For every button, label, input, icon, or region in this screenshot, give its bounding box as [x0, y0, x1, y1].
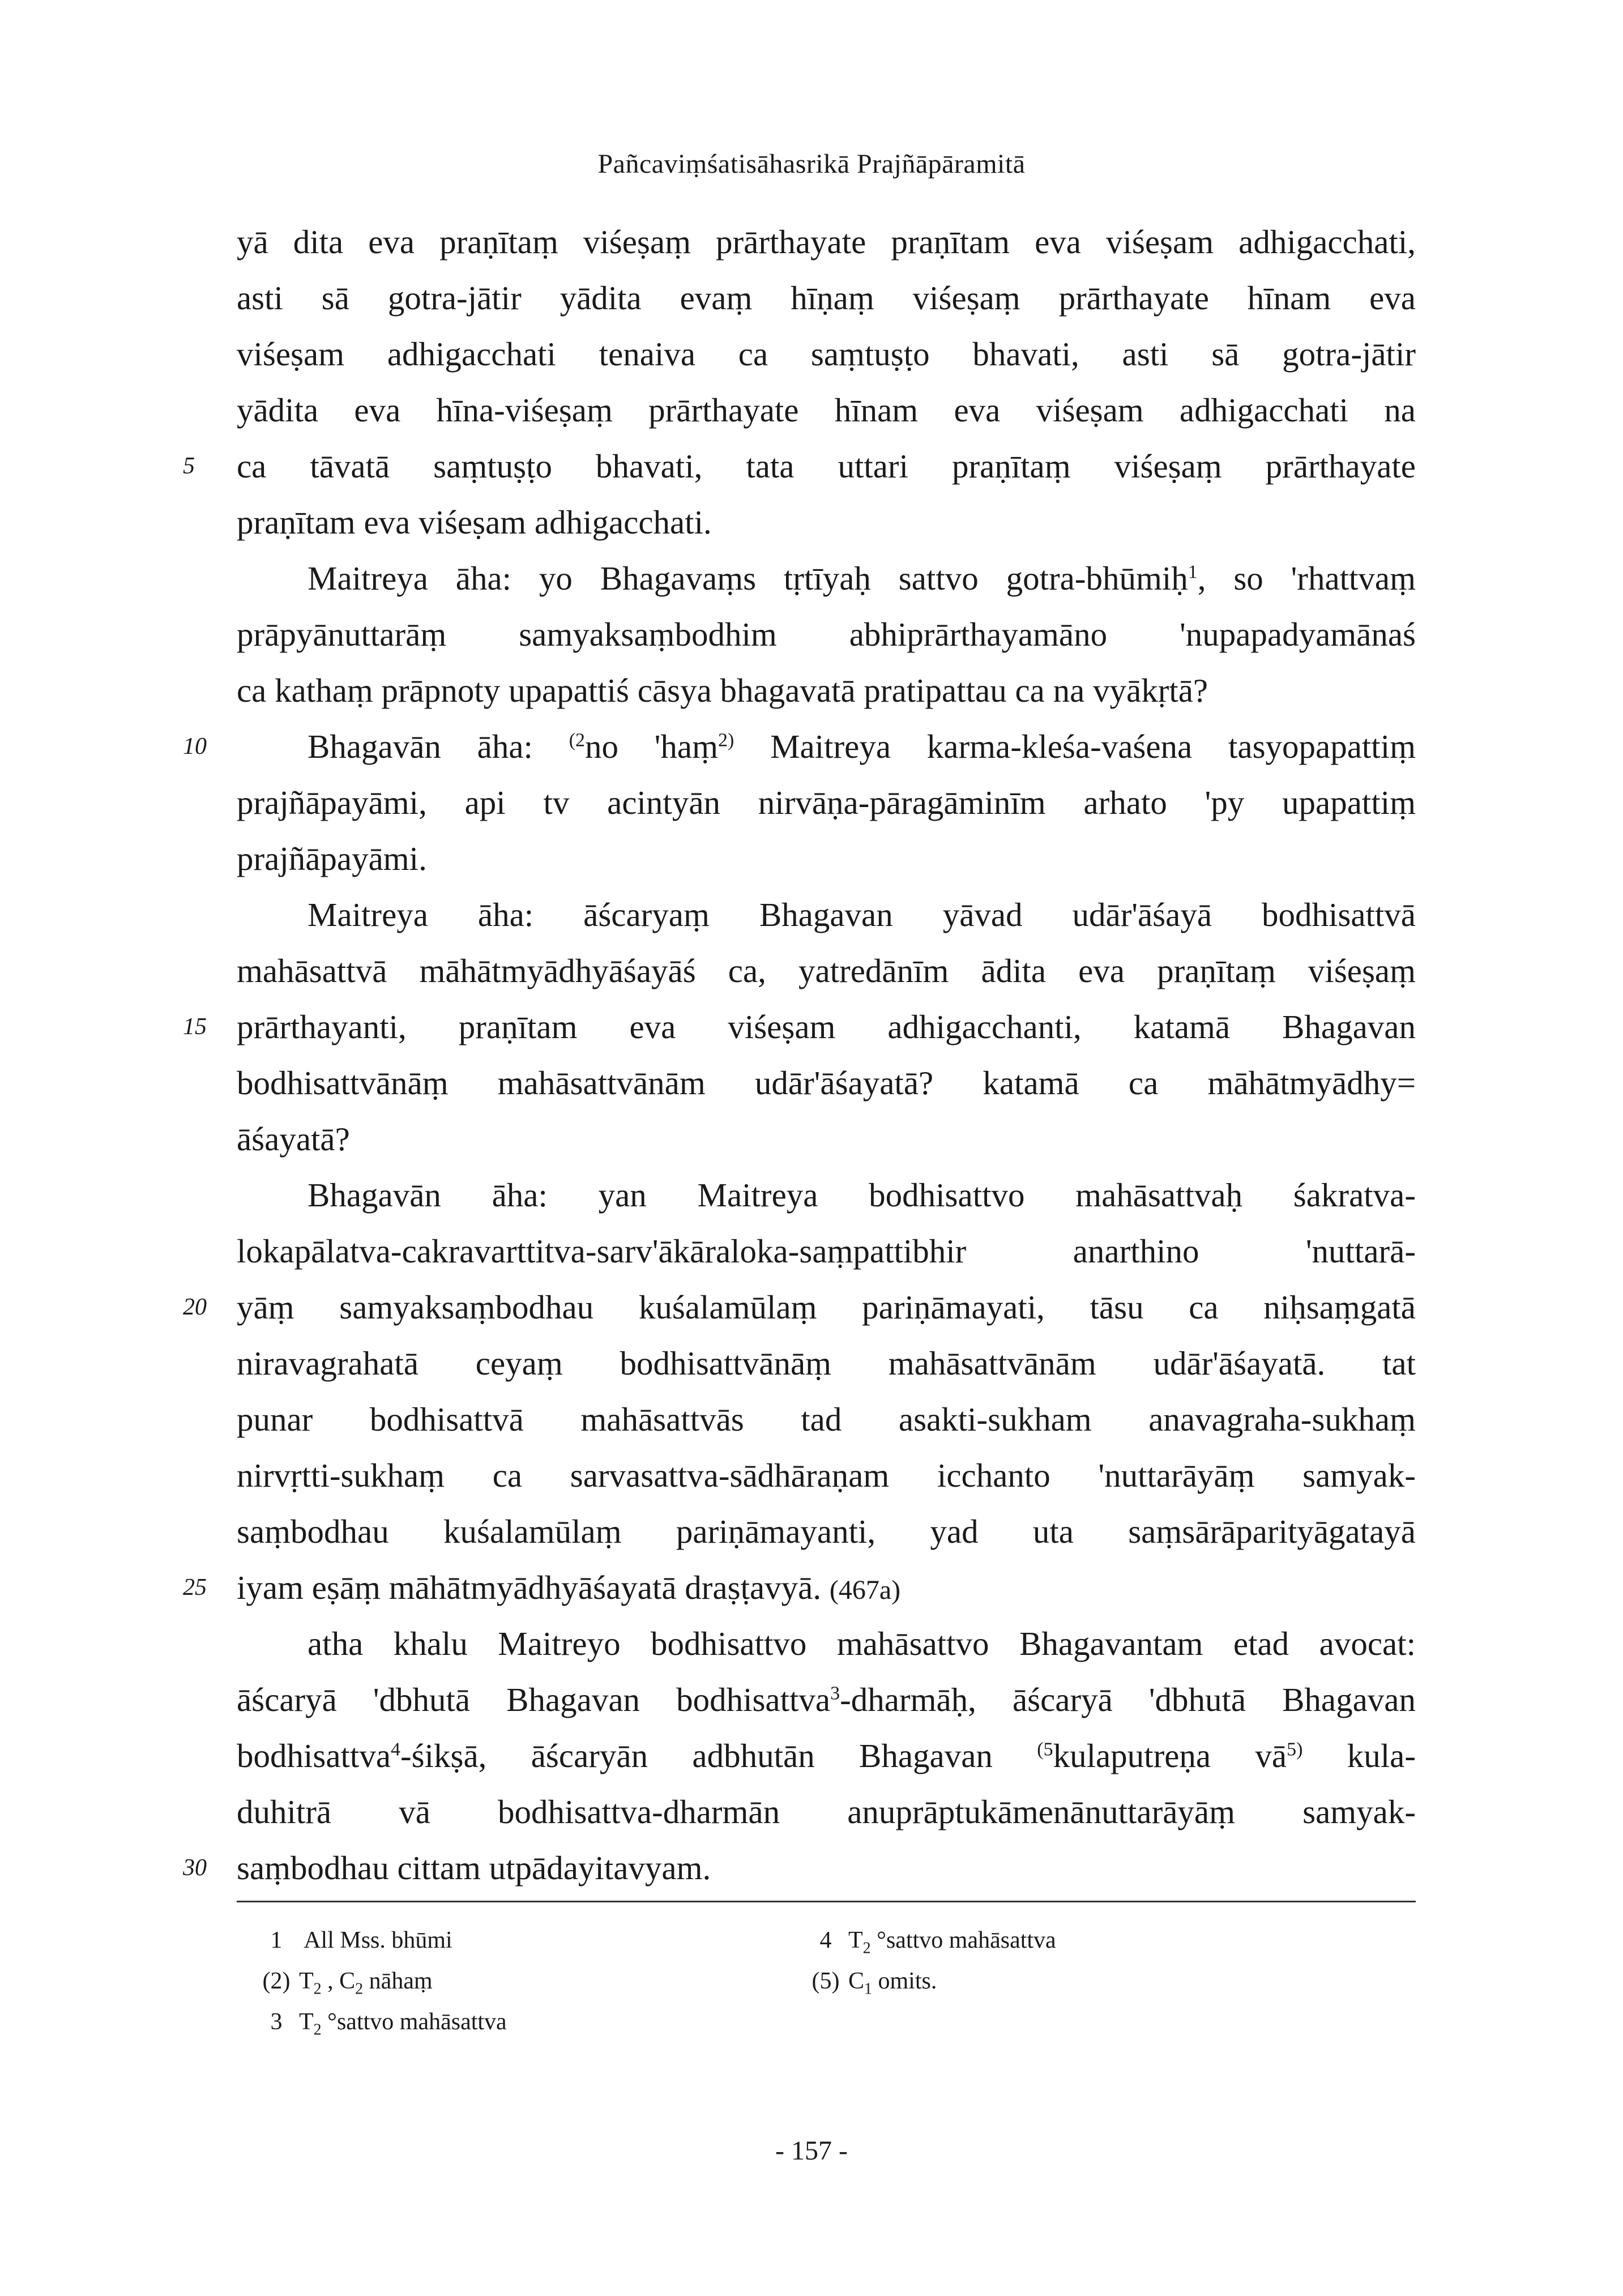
line-number: 25: [183, 1574, 207, 1601]
footnote-number: (2): [262, 1968, 291, 1994]
footnote-text: , C: [321, 1968, 356, 1994]
line-text: , so 'rhattvaṃ: [1197, 560, 1416, 597]
text-line: [237, 943, 1416, 999]
text-line: [237, 1728, 1416, 1784]
line-text: Maitreya karma-kleśa-vaśena tasyopapattiṃ: [734, 728, 1416, 765]
text-line: [183, 1279, 1416, 1335]
running-head: Pañcaviṃśatisāhasrikā Prajñāpāramitā: [597, 149, 1026, 179]
text-line: [237, 607, 1416, 663]
line-text: viśeṣam adhigacchati tenaiva ca saṃtuṣṭo bhavati, asti sā gotra-jātir: [237, 335, 1416, 373]
text-line: [237, 382, 1416, 438]
line-text: ca kathaṃ prāpnoty upapattiś cāsya bhagavatā pratipattau ca na vyākṛtā?: [237, 672, 1208, 709]
text-line: [237, 775, 1416, 831]
text-line: [237, 270, 1416, 326]
text-line: [237, 1448, 1416, 1504]
line-text: bodhisattvānāṃ mahāsattvānām udār'āśayatā? katamā ca māhātmyādhy=: [237, 1064, 1416, 1102]
line-text: Maitreya āha: āścaryaṃ Bhagavan yāvad udār'āśayā bodhisattvā: [307, 896, 1416, 933]
text-line: [183, 438, 1416, 494]
text-line: [237, 887, 1416, 943]
footnote-number: (5): [812, 1968, 840, 1994]
footnote: [254, 1920, 507, 1961]
line-text: Maitreya āha: yo Bhagavaṃs tṛtīyaḥ sattvo gotra-bhūmiḥ: [307, 560, 1188, 597]
line-number: 30: [183, 1855, 207, 1881]
footnote-number: 4: [819, 1927, 832, 1953]
text-line: [237, 1111, 1416, 1167]
line-text: āśayatā?: [237, 1120, 350, 1158]
line-text: kula-: [1302, 1737, 1416, 1774]
line-text: praṇītam eva viśeṣam adhigacchati.: [237, 503, 712, 541]
footnote-marker: (5: [1037, 1739, 1053, 1760]
text-line: [237, 494, 1416, 550]
footnote-text: °sattvo mahāsattva: [321, 2009, 507, 2035]
footnote: [803, 1920, 1056, 1961]
line-text: Bhagavān āha: yan Maitreya bodhisattvo mahāsattvaḥ śakratva-: [307, 1176, 1416, 1214]
line-text: prajñāpayāmi.: [237, 840, 427, 877]
paragraph: [183, 887, 1416, 1167]
footnote-text: nāhaṃ: [363, 1968, 433, 1994]
line-text: prārthayanti, praṇītam eva viśeṣam adhigacchanti, katamā Bhagavan: [237, 1008, 1416, 1045]
line-text: nirvṛtti-sukhaṃ ca sarvasattva-sādhāraṇam icchanto 'nuttarāyāṃ samyak-: [237, 1457, 1416, 1494]
line-text: -dharmāḥ, āścaryā 'dbhutā Bhagavan: [840, 1681, 1416, 1718]
footnote-text: T: [848, 1927, 863, 1953]
footnote-subscript: 2: [355, 1980, 364, 1998]
line-text: Bhagavān āha:: [307, 728, 569, 765]
text-line: [237, 1335, 1416, 1392]
text-line: [237, 663, 1416, 719]
footnote-marker: 2): [718, 729, 734, 751]
footnote-text: T: [299, 1968, 314, 1994]
line-text: niravagrahatā ceyaṃ bodhisattvānāṃ mahāsattvānām udār'āśayatā. tat: [237, 1345, 1416, 1382]
footnote: [254, 2001, 507, 2042]
line-text: saṃbodhau cittam utpādayitavyam.: [237, 1849, 711, 1887]
line-text: prāpyānuttarāṃ samyaksaṃbodhim abhiprārthayamāno 'nupapadyamānaś: [237, 616, 1416, 653]
footnote-text: °sattvo mahāsattva: [870, 1927, 1056, 1953]
paragraph: [237, 550, 1416, 719]
paragraph: [183, 214, 1416, 550]
paragraph: [183, 1167, 1416, 1616]
text-line: [237, 1784, 1416, 1840]
text-line: [237, 1672, 1416, 1728]
footnote-text: omits.: [872, 1968, 937, 1994]
line-text: iyam eṣāṃ māhātmyādhyāśayatā draṣṭavyā.: [237, 1569, 830, 1606]
footnote: [803, 1961, 1056, 2001]
line-text: ca tāvatā saṃtuṣṭo bhavati, tata uttari praṇītaṃ viśeṣaṃ prārthayate: [237, 447, 1416, 485]
footnote-text: T: [299, 2009, 314, 2035]
paragraph: [183, 1616, 1416, 1896]
footnote-number: 1: [270, 1927, 283, 1953]
text-line: [237, 550, 1416, 607]
line-text: āścaryā 'dbhutā Bhagavan bodhisattva: [237, 1681, 831, 1718]
line-text: lokapālatva-cakravarttitva-sarv'ākāraloka-saṃpattibhir anarthino 'nuttarā-: [237, 1232, 1416, 1270]
body-text: [183, 214, 1416, 1896]
text-line: [237, 326, 1416, 382]
footnote-subscript: 2: [862, 1939, 871, 1957]
line-number: 20: [183, 1294, 207, 1320]
text-line: [237, 214, 1416, 270]
footnote-text: C: [848, 1968, 865, 1994]
page-number: - 157 -: [775, 2136, 848, 2166]
line-number: 5: [183, 453, 195, 479]
text-line: [183, 1840, 1416, 1896]
line-number: 15: [183, 1014, 207, 1040]
line-text: atha khalu Maitreyo bodhisattvo mahāsattvo Bhagavantam etad avocat:: [307, 1625, 1416, 1662]
footnotes-right-column: [803, 1920, 1056, 2001]
paragraph: [183, 719, 1416, 887]
footnote-marker: 3: [830, 1683, 840, 1704]
footnote-marker: (2: [569, 729, 586, 751]
line-text: -śikṣā, āścaryān adbhutān Bhagavan: [400, 1737, 1037, 1774]
text-line: [183, 999, 1416, 1055]
footnote-number: 3: [270, 2009, 283, 2035]
text-line: [237, 1504, 1416, 1560]
footnote-subscript: 1: [864, 1980, 873, 1998]
folio-reference: (467a): [829, 1575, 901, 1605]
footnote-subscript: 2: [313, 2021, 322, 2039]
text-line: [237, 1616, 1416, 1672]
line-text: mahāsattvā māhātmyādhyāśayāś ca, yatredānīm ādita eva praṇītaṃ viśeṣaṃ: [237, 952, 1416, 989]
line-text: no 'haṃ: [585, 728, 718, 765]
footnote-marker: 4: [391, 1739, 401, 1760]
text-line: [237, 1167, 1416, 1223]
line-text: bodhisattva: [237, 1737, 391, 1774]
line-text: duhitrā vā bodhisattva-dharmān anuprāptukāmenānuttarāyāṃ samyak-: [237, 1793, 1416, 1830]
line-text: yāṃ samyaksaṃbodhau kuśalamūlaṃ pariṇāmayati, tāsu ca niḥsaṃgatā: [237, 1288, 1416, 1326]
line-text: saṃbodhau kuśalamūlaṃ pariṇāmayanti, yad uta saṃsārāparityāgatayā: [237, 1513, 1416, 1550]
text-line: [237, 831, 1416, 887]
text-line: [237, 1223, 1416, 1279]
line-text: punar bodhisattvā mahāsattvās tad asakti-sukham anavagraha-sukhaṃ: [237, 1401, 1416, 1438]
footnote-marker: 1: [1188, 561, 1198, 583]
text-line: [237, 1392, 1416, 1448]
footnote: [254, 1961, 507, 2001]
text-line: [237, 1055, 1416, 1111]
line-text: yādita eva hīna-viśeṣaṃ prārthayate hīnam eva viśeṣam adhigacchati na: [237, 391, 1416, 429]
footnote-marker: 5): [1287, 1739, 1303, 1760]
footnote-subscript: 2: [313, 1980, 322, 1998]
line-text: asti sā gotra-jātir yādita evaṃ hīṇaṃ viśeṣaṃ prārthayate hīnam eva: [237, 279, 1416, 317]
line-text: prajñāpayāmi, api tv acintyān nirvāṇa-pāragāminīm arhato 'py upapattiṃ: [237, 784, 1416, 821]
line-text: kulaputreṇa vā: [1053, 1737, 1287, 1774]
footnote-text: All Mss. bhūmi: [304, 1927, 452, 1953]
line-text: yā dita eva praṇītaṃ viśeṣaṃ prārthayate praṇītam eva viśeṣam adhigacchati,: [237, 223, 1416, 261]
footnote-divider: [237, 1901, 1416, 1902]
text-line: [183, 719, 1416, 775]
line-number: 10: [183, 733, 207, 759]
footnotes-left-column: [254, 1920, 507, 2042]
text-line: [183, 1560, 1416, 1616]
